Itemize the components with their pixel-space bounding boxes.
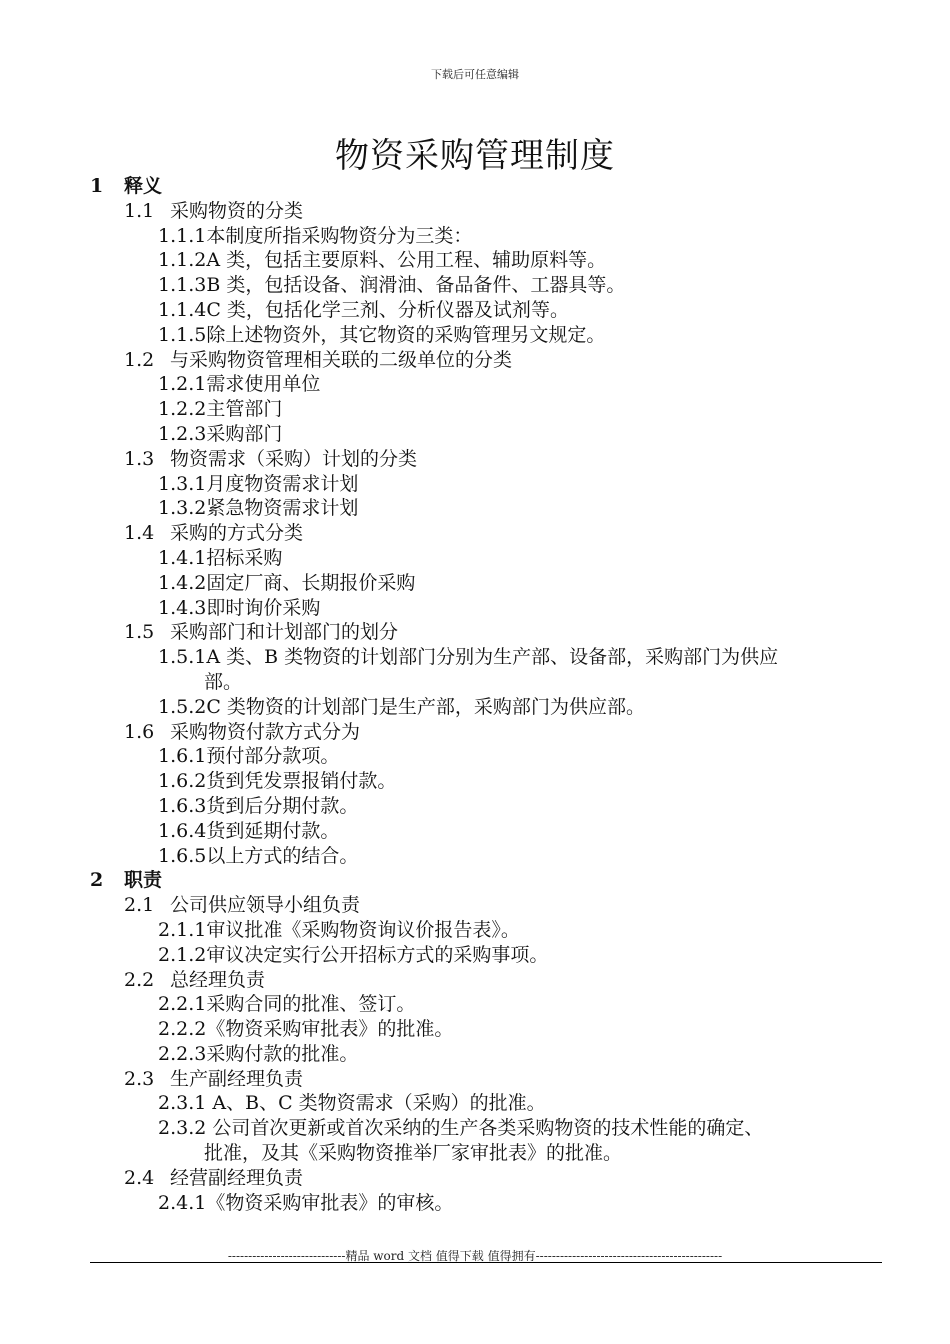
item-text: 本制度所指采购物资分为三类： [206,224,473,247]
item-text: A、B、C 类物资需求（采购）的批准。 [206,1092,546,1115]
clause-item [90,1042,890,1067]
clause-item [90,1191,890,1216]
item-number: 1.2 [124,348,155,371]
subsection-heading [90,348,890,373]
item-number: 2.2.1 [158,993,207,1016]
clause-item [90,422,890,447]
item-text: 公司供应领导小组负责 [170,894,361,917]
item-text: A 类，包括主要原料、公用工程、辅助原料等。 [206,249,607,272]
subsection-heading [90,720,890,745]
item-text: 需求使用单位 [206,373,321,396]
item-text: A 类、B 类物资的计划部门分别为生产部、设备部，采购部门为供应 [206,646,779,669]
clause-item [90,397,890,422]
item-number: 2.3.1 [158,1092,207,1115]
subsection-heading [90,620,890,645]
item-number: 1.6.4 [158,819,207,842]
item-number: 2.1.2 [158,943,207,966]
clause-item [90,943,890,968]
clause-item [90,496,890,521]
item-number: 1.1.1 [158,224,207,247]
clause-item [90,695,890,720]
subsection-heading [90,199,890,224]
item-number: 1.1.2 [158,249,207,272]
subsection-heading [90,447,890,472]
item-number: 1.4.1 [158,546,207,569]
item-number: 1.2.3 [158,422,207,445]
item-number: 1.1.5 [158,323,207,346]
section-heading [90,174,890,199]
item-text: 货到凭发票报销付款。 [206,770,397,793]
item-number: 2.1 [124,894,155,917]
item-number: 2.2.3 [158,1042,207,1065]
item-number: 1.3.1 [158,472,207,495]
item-text: 与采购物资管理相关联的二级单位的分类 [170,348,513,371]
clause-item [90,844,890,869]
item-text: 以上方式的结合。 [206,844,359,867]
item-number: 1.6.3 [158,794,207,817]
clause-item [90,224,890,249]
item-text: 主管部门 [206,398,283,421]
clause-item [90,992,890,1017]
item-number: 2.3.2 [158,1117,207,1140]
item-number: 1.3.2 [158,497,207,520]
clause-item [90,794,890,819]
item-number: 1 [90,175,104,197]
item-number: 2 [90,869,104,892]
item-text: 《物资采购审批表》的批准。 [206,1018,454,1041]
item-number: 1.1 [124,199,155,222]
clause-item [90,769,890,794]
item-text: 即时询价采购 [206,596,321,619]
subsection-heading [90,1067,890,1092]
item-number: 1.1.3 [158,274,207,297]
item-text: 月度物资需求计划 [206,472,359,495]
item-text: 货到后分期付款。 [206,794,359,817]
item-number: 1.6 [124,720,155,743]
item-number: 1.6.1 [158,745,207,768]
item-text: 采购付款的批准。 [206,1042,359,1065]
clause-item [90,744,890,769]
item-number: 2.2.2 [158,1018,207,1041]
subsection-heading [90,521,890,546]
item-text: 预付部分款项。 [206,745,340,768]
item-text: 招标采购 [206,546,283,569]
item-number: 2.2 [124,968,155,991]
clause-item [90,248,890,273]
clause-item [90,1017,890,1042]
item-text: 职责 [124,869,163,892]
clause-item [90,298,890,323]
clause-item [90,1116,890,1141]
item-text: B 类，包括设备、润滑油、备品备件、工器具等。 [206,274,626,297]
clause-item [90,571,890,596]
item-text: 总经理负责 [170,968,266,991]
clause-item [90,323,890,348]
item-number: 1.5.2 [158,695,207,718]
item-text: 部。 [204,670,243,693]
page-footer: -----------------------------精品 word 文档 值得下载 值得拥有---------------------------------------------- [227,1249,723,1263]
clause-item [90,273,890,298]
item-number: 1.6.2 [158,770,207,793]
item-number: 1.2.1 [158,373,207,396]
item-text: 采购物资付款方式分为 [170,720,361,743]
document-title: 物资采购管理制度 [335,136,615,176]
item-text: 采购合同的批准、签订。 [206,993,416,1016]
item-number: 2.3 [124,1067,155,1090]
item-text: 采购的方式分类 [170,522,304,545]
item-text: 采购物资的分类 [170,199,304,222]
item-text: 公司首次更新或首次采纳的生产各类采购物资的技术性能的确定、 [206,1117,764,1140]
item-text: 采购部门 [206,422,283,445]
clause-continuation [90,670,890,695]
item-text: 批准，及其《采购物资推举厂家审批表》的批准。 [204,1142,623,1165]
item-number: 1.2.2 [158,398,207,421]
section-heading [90,868,890,893]
clause-item [90,546,890,571]
item-text: 采购部门和计划部门的划分 [170,621,399,644]
item-text: 物资需求（采购）计划的分类 [170,447,418,470]
item-text: 紧急物资需求计划 [206,497,359,520]
item-text: 《物资采购审批表》的审核。 [206,1191,454,1214]
item-number: 1.4.2 [158,571,207,594]
item-number: 1.5.1 [158,646,207,669]
clause-item [90,1091,890,1116]
page-header: 下载后可任意编辑 [431,68,519,81]
clause-item [90,596,890,621]
item-number: 1.5 [124,621,155,644]
document-body [90,174,890,1215]
item-number: 2.1.1 [158,918,207,941]
item-number: 1.4 [124,522,155,545]
item-text: 审议批准《采购物资询议价报告表》。 [206,918,520,941]
subsection-heading [90,1166,890,1191]
clause-item [90,472,890,497]
clause-item [90,819,890,844]
item-text: C 类物资的计划部门是生产部，采购部门为供应部。 [206,695,645,718]
item-number: 1.6.5 [158,844,207,867]
item-text: 生产副经理负责 [170,1067,304,1090]
item-text: 经营副经理负责 [170,1166,304,1189]
clause-item [90,645,890,670]
item-text: 固定厂商、长期报价采购 [206,571,416,594]
item-text: 货到延期付款。 [206,819,340,842]
clause-item [90,372,890,397]
item-number: 1.4.3 [158,596,207,619]
item-text: C 类，包括化学三剂、分析仪器及试剂等。 [206,298,569,321]
item-number: 1.1.4 [158,298,207,321]
item-number: 2.4.1 [158,1191,207,1214]
item-text: 审议决定实行公开招标方式的采购事项。 [206,943,549,966]
clause-continuation [90,1141,890,1166]
subsection-heading [90,968,890,993]
subsection-heading [90,893,890,918]
footer-rule [90,1262,882,1263]
item-number: 2.4 [124,1166,155,1189]
item-number: 1.3 [124,447,155,470]
clause-item [90,918,890,943]
item-text: 释义 [124,175,163,197]
item-text: 除上述物资外，其它物资的采购管理另文规定。 [206,323,606,346]
